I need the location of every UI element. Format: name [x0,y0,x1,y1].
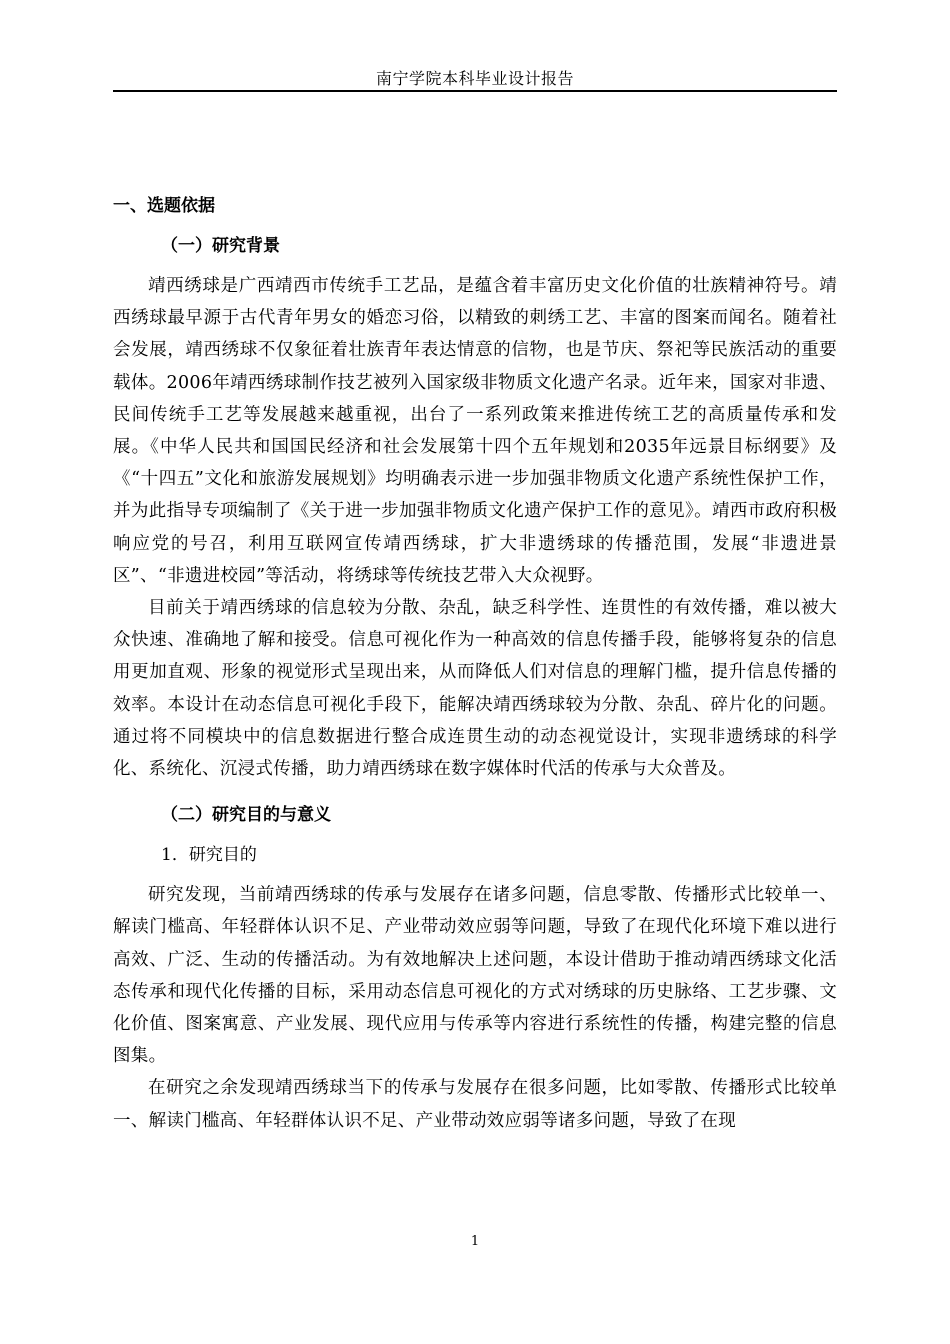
section-heading: 一、选题依据 [113,196,215,216]
page-header: 南宁学院本科毕业设计报告 [113,68,837,92]
page-number: 1 [470,1234,480,1249]
subsection-heading-purpose: （二）研究目的与意义 [161,805,331,826]
paragraph: 在研究之余发现靖西绣球当下的传承与发展存在很多问题，比如零散、传播形式比较单一、解读门槛高、年轻群体认识不足、产业带动效应弱等诸多问题，导致了在现 [113,1078,837,1131]
document-body [113,190,837,1137]
paragraph: 研究发现，当前靖西绣球的传承与发展存在诸多问题，信息零散、传播形式比较单一、解读门槛高、年轻群体认识不足、产业带动效应弱等问题，导致了在现代化环境下难以进行高效、广泛、生动的传播活动。为有效地解决上述问题，本设计借助于推动靖西绣球文化活态传承和现代化传播的目标，采用动态信息可视化的方式对绣球的历史脉络、工艺步骤、文化价值、图案寓意、产业发展、现代应用与传承等内容进行系统性的传播，构建完整的信息图集。 [113,885,837,1067]
subsection-heading-background: （一）研究背景 [161,236,280,256]
item-heading-purpose: 1．研究目的 [161,845,257,866]
paragraph: 靖西绣球是广西靖西市传统手工艺品，是蕴含着丰富历史文化价值的壮族精神符号。靖西绣球最早源于古代青年男女的婚恋习俗，以精致的刺绣工艺、丰富的图案而闻名。随着社会发展，靖西绣球不仅象征着壮族青年表达情意的信物，也是节庆、祭祀等民族活动的重要载体。2006年靖西绣球制作技艺被列入国家级非物质文化遗产名录。近年来，国家对非遗、民间传统手工艺等发展越来越重视，出台了一系列政策来推进传统工艺的高质量传承和发展。《中华人民共和国国民经济和社会发展第十四个五年规划和2035年远景目标纲要》及《“十四五”文化和旅游发展规划》均明确表示进一步加强非物质文化遗产系统性保护工作，并为此指导专项编制了《关于进一步加强非物质文化遗产保护工作的意见》。靖西市政府积极响应党的号召，利用互联网宣传靖西绣球，扩大非遗绣球的传播范围，发展“非遗进景区”、“非遗进校园”等活动，将绣球等传统技艺带入大众视野。 [113,276,837,586]
paragraph: 目前关于靖西绣球的信息较为分散、杂乱，缺乏科学性、连贯性的有效传播，难以被大众快速、准确地了解和接受。信息可视化作为一种高效的信息传播手段，能够将复杂的信息用更加直观、形象的视觉形式呈现出来，从而降低人们对信息的理解门槛，提升信息传播的效率。本设计在动态信息可视化手段下，能解决靖西绣球较为分散、杂乱、碎片化的问题。通过将不同模块中的信息数据进行整合成连贯生动的动态视觉设计，实现非遗绣球的科学化、系统化、沉浸式传播，助力靖西绣球在数字媒体时代活的传承与大众普及。 [113,598,837,780]
